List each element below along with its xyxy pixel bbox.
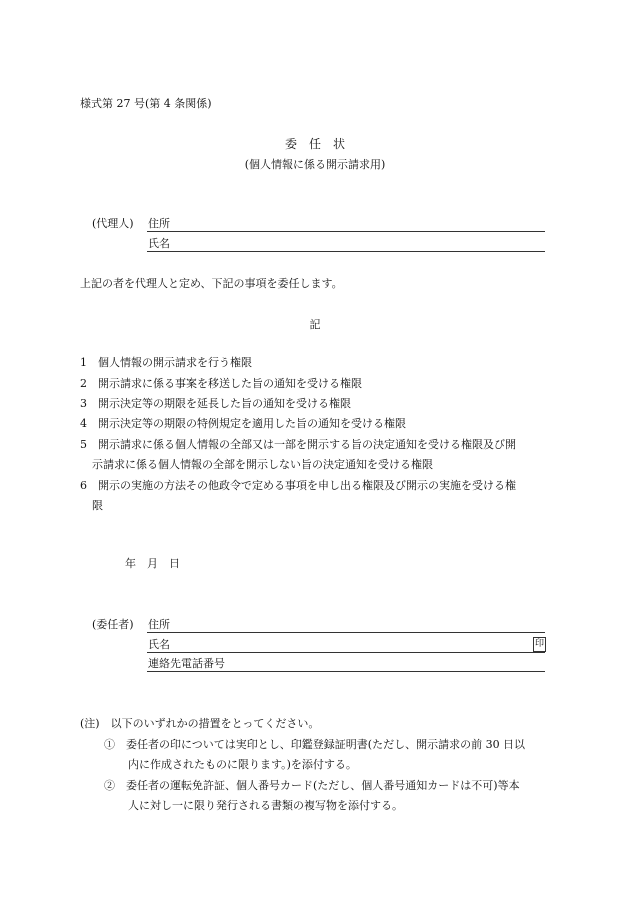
agent-name-label: 氏名 — [148, 237, 170, 250]
list-item-continuation: 限 — [92, 499, 103, 512]
principal-address-field[interactable] — [147, 632, 545, 633]
agent-label: (代理人) — [92, 217, 134, 230]
note-2-line-2: 人に対し一に限り発行される書類の複写物を添付する。 — [128, 799, 403, 812]
note-1-line-2: 内に作成されたものに限ります。)を添付する。 — [128, 758, 357, 771]
date-line[interactable]: 年 月 日 — [125, 557, 180, 570]
agent-address-field[interactable] — [147, 231, 545, 232]
list-item: 6 開示の実施の方法その他政令で定める事項を申し出る権限及び開示の実施を受ける権 — [80, 479, 516, 492]
list-item: 1 個人情報の開示請求を行う権限 — [80, 356, 252, 369]
document-title: 委 任 状 — [284, 137, 345, 151]
agent-address-label: 住所 — [148, 217, 170, 230]
seal-mark: 印 — [533, 637, 546, 652]
principal-name-label: 氏名 — [148, 638, 170, 651]
principal-label: (委任者) — [92, 618, 134, 631]
list-item-continuation: 示請求に係る個人情報の全部を開示しない旨の決定通知を受ける権限 — [92, 458, 433, 471]
principal-phone-field[interactable] — [147, 671, 545, 672]
ki-heading: 記 — [309, 318, 321, 331]
principal-address-label: 住所 — [148, 618, 170, 631]
agent-name-field[interactable] — [147, 251, 545, 252]
note-1-line-1: ① 委任者の印については実印とし、印鑑登録証明書(ただし、開示請求の前 30 日以 — [104, 738, 526, 751]
principal-name-field[interactable] — [147, 652, 545, 653]
list-item: 3 開示決定等の期限を延長した旨の通知を受ける権限 — [80, 397, 351, 410]
delegation-statement: 上記の者を代理人と定め、下記の事項を委任します。 — [80, 277, 343, 290]
list-item: 2 開示請求に係る事案を移送した旨の通知を受ける権限 — [80, 377, 362, 390]
form-number: 様式第 27 号(第 4 条関係) — [80, 97, 212, 110]
principal-phone-label: 連絡先電話番号 — [148, 657, 225, 670]
list-item: 5 開示請求に係る個人情報の全部又は一部を開示する旨の決定通知を受ける権限及び開 — [80, 438, 516, 451]
document-subtitle: (個人情報に係る開示請求用) — [244, 158, 386, 171]
list-item: 4 開示決定等の期限の特例規定を適用した旨の通知を受ける権限 — [80, 417, 406, 430]
notes-header: (注) 以下のいずれかの措置をとってください。 — [80, 717, 320, 730]
note-2-line-1: ② 委任者の運転免許証、個人番号カード(ただし、個人番号通知カードは不可)等本 — [104, 779, 520, 792]
